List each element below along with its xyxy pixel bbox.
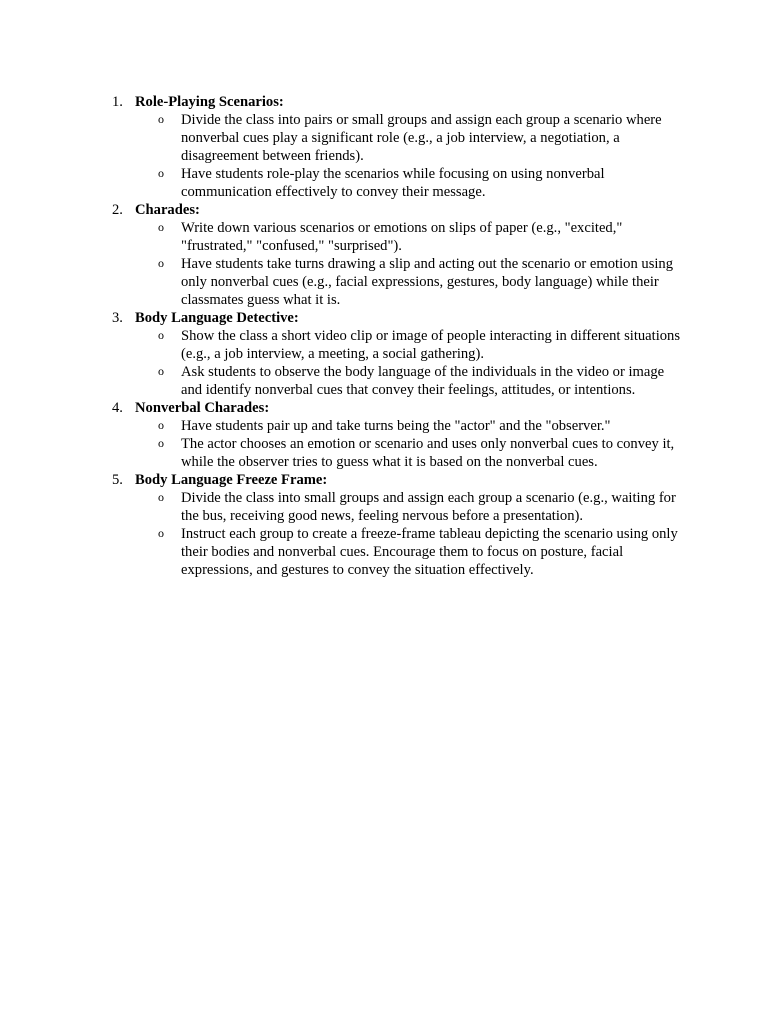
bullet-icon: o <box>158 328 164 342</box>
activity-points <box>135 489 688 579</box>
point-text: Divide the class into pairs or small groups and assign each group a scenario where nonverbal cues play a significant role (e.g., a job interview, a negotiation, a disagreement between friends). <box>181 112 662 164</box>
list-item <box>135 255 688 309</box>
list-item <box>135 525 688 579</box>
activity-number: 3. <box>112 310 123 326</box>
activity-list <box>0 93 768 579</box>
list-item <box>135 489 688 525</box>
point-text: Instruct each group to create a freeze-frame tableau depicting the scenario using only their bodies and nonverbal cues. Encourage them to focus on posture, facial expressions, and gestures to convey the situation effectively. <box>181 526 678 578</box>
list-item <box>135 219 688 255</box>
activity-title: Nonverbal Charades: <box>135 400 270 416</box>
point-text: Ask students to observe the body language of the individuals in the video or image and identify nonverbal cues that convey their feelings, attitudes, or intentions. <box>181 364 665 398</box>
point-text: Have students role-play the scenarios while focusing on using nonverbal communication effectively to convey their message. <box>181 166 605 200</box>
activity-number: 2. <box>112 202 123 218</box>
list-item <box>135 435 688 471</box>
activity-number: 5. <box>112 472 123 488</box>
activity-points <box>135 219 688 309</box>
bullet-icon: o <box>158 256 164 270</box>
point-text: Show the class a short video clip or image of people interacting in different situations (e.g., a job interview, a meeting, a social gathering). <box>181 328 681 362</box>
point-text: Have students take turns drawing a slip and acting out the scenario or emotion using only nonverbal cues (e.g., facial expressions, gestures, body language) while their classmates guess what it is. <box>181 256 674 308</box>
activity-title: Role-Playing Scenarios: <box>135 94 284 110</box>
activity-item <box>0 309 768 399</box>
activity-item <box>0 93 768 201</box>
list-item <box>135 417 688 435</box>
bullet-icon: o <box>158 490 164 504</box>
activity-points <box>135 417 688 471</box>
point-text: The actor chooses an emotion or scenario and uses only nonverbal cues to convey it, while the observer tries to guess what it is based on the nonverbal cues. <box>181 436 675 470</box>
bullet-icon: o <box>158 526 164 540</box>
point-text: Divide the class into small groups and assign each group a scenario (e.g., waiting for the bus, receiving good news, feeling nervous before a presentation). <box>181 490 676 524</box>
bullet-icon: o <box>158 436 164 450</box>
bullet-icon: o <box>158 112 164 126</box>
activity-title: Body Language Detective: <box>135 310 299 326</box>
point-text: Write down various scenarios or emotions on slips of paper (e.g., "excited," "frustrated," "confused," "surprised"). <box>181 220 623 254</box>
bullet-icon: o <box>158 220 164 234</box>
activity-item <box>0 471 768 579</box>
list-item <box>135 327 688 363</box>
bullet-icon: o <box>158 418 164 432</box>
list-item <box>135 165 688 201</box>
activity-points <box>135 327 688 399</box>
activity-number: 4. <box>112 400 123 416</box>
list-item <box>135 363 688 399</box>
activity-points <box>135 111 688 201</box>
bullet-icon: o <box>158 166 164 180</box>
activity-title: Charades: <box>135 202 200 218</box>
document-page <box>0 93 768 579</box>
bullet-icon: o <box>158 364 164 378</box>
activity-item <box>0 399 768 471</box>
point-text: Have students pair up and take turns being the "actor" and the "observer." <box>181 418 611 434</box>
activity-title: Body Language Freeze Frame: <box>135 472 328 488</box>
activity-number: 1. <box>112 94 123 110</box>
activity-item <box>0 201 768 309</box>
list-item <box>135 111 688 165</box>
